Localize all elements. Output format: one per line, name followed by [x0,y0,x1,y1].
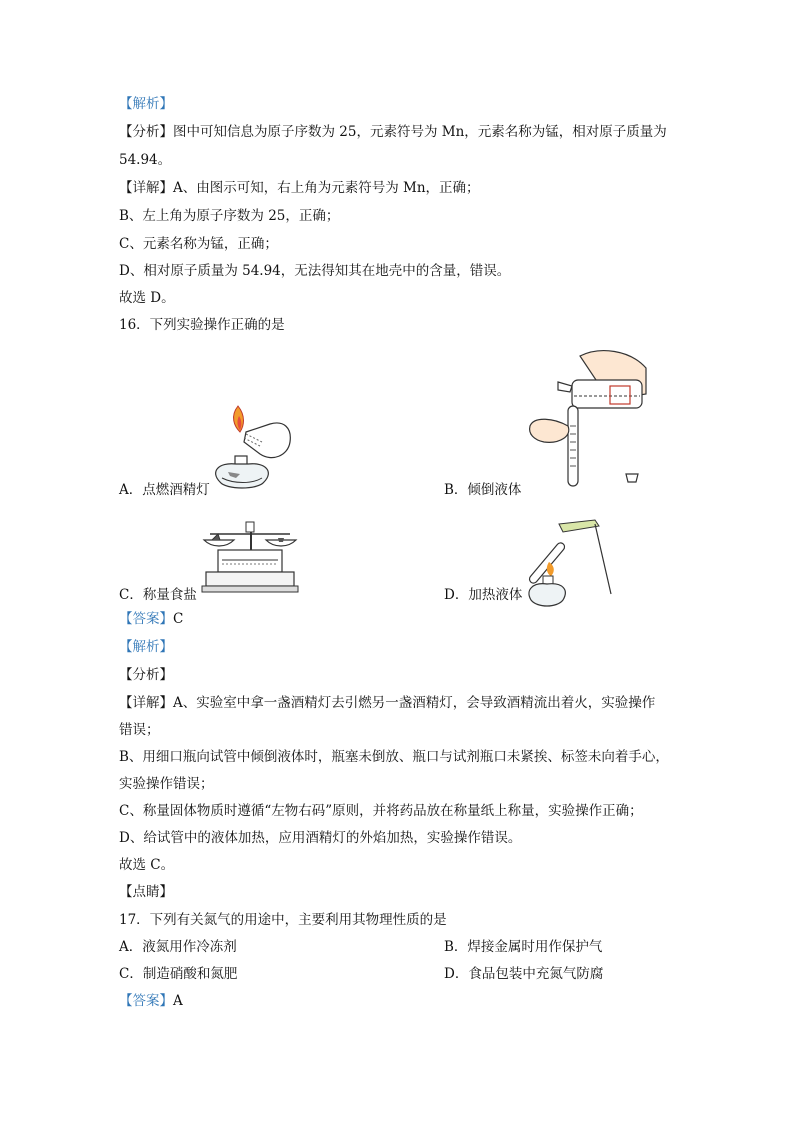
xiangjie-a: A、由图示可知，右上角为元素符号为 Mn，正确； [173,180,480,196]
alcohol-lamp-lighting-icon [200,402,300,494]
q17-option-b: B．焊接金属时用作保护气 [444,939,603,955]
question-17-stem: 17．下列有关氮气的用途中，主要利用其物理性质的是 [119,912,447,928]
q16-option-d: D．加热液体 [444,587,523,603]
q16-option-c: C．称量食盐 [119,587,197,603]
analysis-line-b: B、左上角为原子序数为 25，正确； [119,208,340,224]
xiangjie-tag: 【详解】 [119,695,173,711]
q16-conclusion: 故选 C。 [119,857,175,873]
analysis-line-d: D、相对原子质量为 54.94，无法得知其在地壳中的含量，错误。 [119,263,511,279]
xiangjie-tag: 【详解】 [119,180,173,196]
fenxi-tag: 【分析】 [119,124,173,140]
q16-jiexi-heading: 【解析】 [119,639,173,655]
fenxi-line [119,122,667,142]
answer-tag: 【答案】 [119,611,173,627]
q17-option-a: A．液氮用作冷冻剂 [119,939,237,955]
xiangjie-a: A、实验室中拿一盏酒精灯去引燃另一盏酒精灯，会导致酒精流出着火，实验操作 [173,695,656,711]
jiexi-heading: 【解析】 [119,96,173,112]
pouring-liquid-icon [520,346,650,491]
analysis-line-c: C、元素名称为锰，正确； [119,236,278,252]
fenxi-text: 图中可知信息为原子序数为 25，元素符号为 Mn，元素名称为锰，相对原子质量为 [173,124,667,140]
q16-xiangjie-a-cont: 错误； [119,722,160,738]
question-16-stem: 16．下列实验操作正确的是 [119,317,285,333]
answer-tag: 【答案】 [119,993,173,1009]
q16-fenxi-heading: 【分析】 [119,667,173,683]
fenxi-text-cont: 54.94。 [119,152,172,168]
q16-line-b-cont: 实验操作错误； [119,776,214,792]
answer-value: A [173,993,183,1009]
q16-xiangjie-line [119,693,655,713]
q16-answer-line [119,609,183,629]
xiangjie-line [119,178,480,198]
q16-line-b: B、用细口瓶向试管中倾倒液体时，瓶塞未倒放、瓶口与试剂瓶口未紧挨、标签未向着手心， [119,749,669,765]
q16-line-c: C、称量固体物质时遵循“左物右码”原则，并将药品放在称量纸上称量，实验操作正确； [119,803,643,819]
q17-option-c: C．制造硝酸和氮肥 [119,966,238,982]
q16-line-d: D、给试管中的液体加热，应用酒精灯的外焰加热，实验操作错误。 [119,830,522,846]
conclusion: 故选 D。 [119,290,175,306]
q17-answer-line [119,991,183,1011]
q16-option-b: B．倾倒液体 [444,482,522,498]
q16-dianjing-heading: 【点睛】 [119,884,173,900]
answer-value: C [173,611,184,627]
q17-option-d: D．食品包装中充氮气防腐 [444,966,604,982]
heating-test-tube-icon [525,518,615,608]
balance-scale-icon [198,518,300,596]
q16-option-a: A．点燃酒精灯 [119,482,210,498]
